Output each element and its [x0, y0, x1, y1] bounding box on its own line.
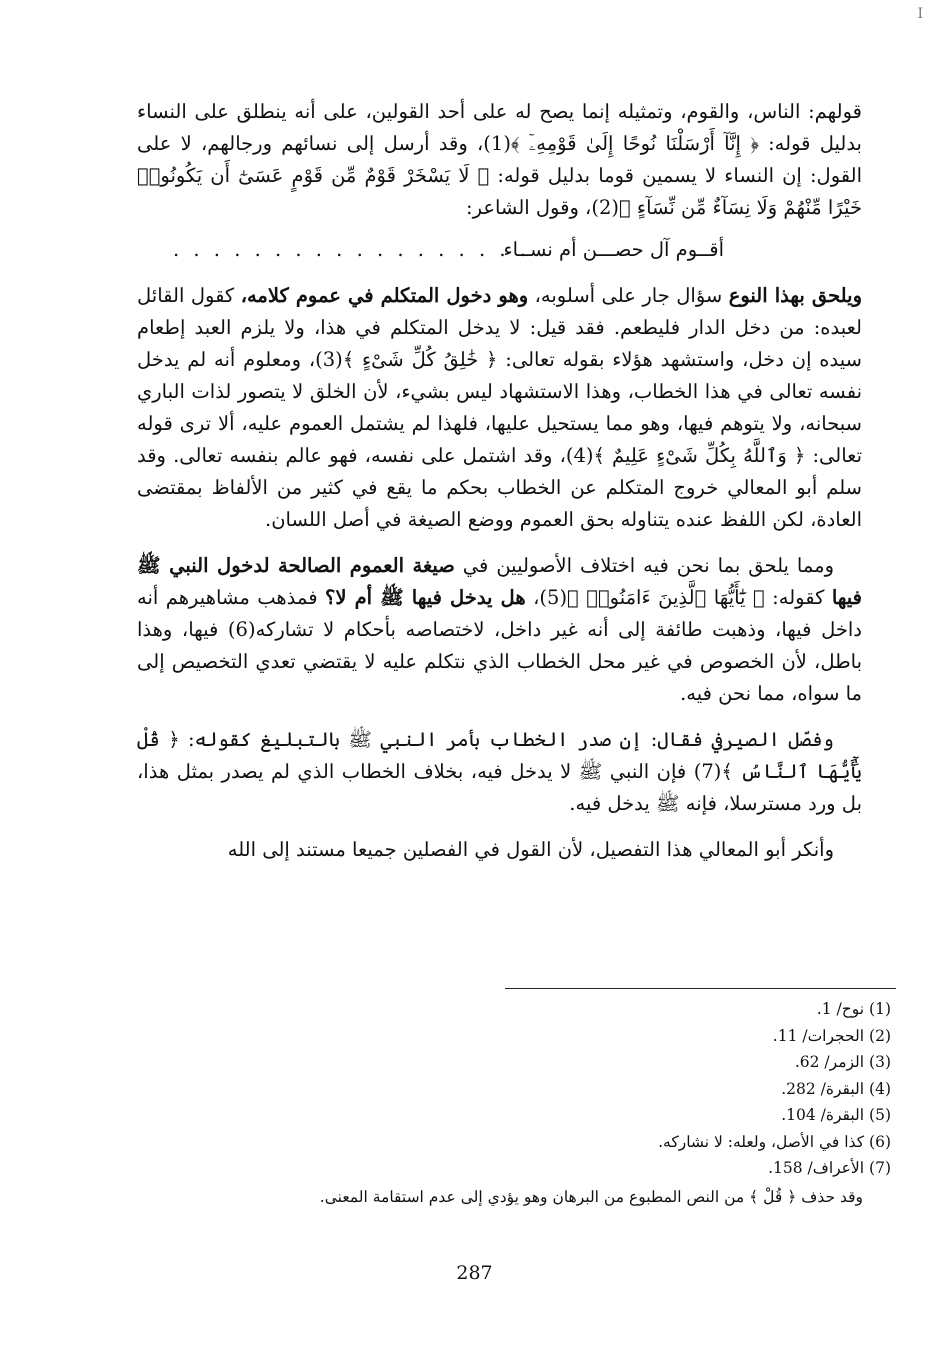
page-number: 287	[456, 1262, 493, 1284]
footnote-2: (2) الحجرات/ 11.	[772, 1026, 891, 1045]
paragraph-2-mid: سؤال جار على أسلوبه،	[528, 284, 729, 307]
footnote-7: (7) الأعراف/ 158.	[768, 1159, 891, 1177]
paragraph-2-body: كقول القائل لعبده: من دخل الدار فليطعم. فقد قيل: لا يدخل المتكلم في هذا، ولا يلزم العبد إطعام سيده إن دخل، واستشهد هؤلاء بقوله تعالى: ﴿ خَٰلِقُ كُلِّ شَىْءٍ ﴾(3)، ومعلوم أنه لم يدخل نفسه تعالى في هذا الخطاب، وهذا الاستشهاد ليس بشيء، لأن الخلق لا يتصور لذات الباري سبحانه، ولا يتوهم فيها، وهو مما يستحيل عليها، فلهذا لم يشتمل العموم عليه، ألا ترى قوله تعالى: ﴿ وَٱللَّهُ بِكُلِّ شَىْءٍ عَلِيمٌ ﴾(4)، وقد اشتمل على نفسه، فهو عالم بنفسه تعالى. وقد سلم أبو المعالي خروج المتكلم عن الخطاب بحكم ما يقع في كثير من الألفاظ بمقتضى العادة، لكن اللفظ عنده يتناوله بحق العموم ووضع الصيغة في أصل اللسان.	[137, 284, 863, 531]
footnote-4: (4) البقرة/ 282.	[781, 1079, 891, 1098]
paragraph-5: وأنكر أبو المعالي هذا التفصيل، لأن القول في الفصلين جميعا مستند إلى الله	[227, 838, 834, 861]
paragraph-2	[137, 280, 862, 536]
paragraph-4: وفصّل الصيرفي فقال: إن صدر الخطاب بأمر النبي ﷺ بالتبليغ كقوله: ﴿ قُلْ يَٰٓأَيُّهَا ٱلنَّاسُ ﴾(7) فإن النبي ﷺ لا يدخل فيه، بخلاف الخطاب الذي لم يصدر بمثل هذا، بل ورد مسترسلا، فإنه ﷺ يدخل فيه.	[137, 728, 862, 815]
footnotes	[271, 996, 891, 1210]
paragraph-3-topic: صيغة العموم الصالحة لدخول النبي ﷺ فيها	[137, 554, 862, 609]
verse-hemistich-left: . . . . . . . . . . . . . . . . . .	[173, 238, 530, 261]
footnote-1: (1) نوح/ 1.	[816, 1000, 891, 1018]
paragraph-3	[137, 550, 862, 710]
paragraph-3-lead: ومما يلحق بما نحن فيه اختلاف الأصوليين في	[454, 554, 834, 577]
paragraph-3-question: هل يدخل فيها ﷺ أم لا؟	[325, 586, 526, 609]
paragraph-3-body: فمذهب مشاهيرهم أنه داخل فيها، وذهبت طائفة إلى أنه غير داخل، لاختصاصه بأحكام لا تشاركه(6) فيها، وهذا باطل، لأن الخصوص في غير محل الخطاب الذي نتكلم عليه لا يقتضي تعدي التخصيص إلى ما سواه، مما نحن فيه.	[137, 586, 862, 705]
footnote-3: (3) الزمر/ 62.	[794, 1053, 891, 1071]
poetry-verse	[137, 232, 862, 268]
main-text	[137, 96, 862, 866]
footnote-5: (5) البقرة/ 104.	[781, 1106, 891, 1124]
footnote-separator	[505, 988, 896, 989]
paragraph-2-topic: وهو دخول المتكلم في عموم كلامه،	[240, 284, 529, 307]
paragraph-1: قولهم: الناس، والقوم، وتمثيله إنما يصح له على أحد القولين، على أنه ينطلق على النساء بدليل قوله: ﴿ إِنَّآ أَرْسَلْنَا نُوحًا إِلَىٰ قَوْمِهِۦٓ ﴾(1)، وقد أرسل إلى نسائهم ورجالهم، لا على القول: إن النساء لا يسمين قوما بدليل قوله: ﴿ لَا يَسْخَرْ قَوْمٌ مِّن قَوْمٍ عَسَىٰٓ أَن يَكُونُوا۟ خَيْرًا مِّنْهُمْ وَلَا نِسَآءٌ مِّن نِّسَآءٍ ﴾(2)، وقول الشاعر:	[137, 100, 862, 219]
paragraph-3-mid: كقوله: ﴿ يَٰٓأَيُّهَا ٱلَّذِينَ ءَامَنُوا۟ ﴾(5)،	[525, 586, 832, 609]
footnote-7-note: وقد حذف ﴿ قُلْ ﴾ من النص المطبوع من البرهان وهو يؤدي إلى عدم استقامة المعنى.	[319, 1187, 863, 1206]
verse-hemistich-right: أقــوم آل حصـــن أم نســاء	[503, 238, 724, 261]
corner-mark: I	[917, 6, 923, 22]
paragraph-2-lead: ويلحق بهذا النوع	[728, 284, 862, 307]
footnote-6: (6) كذا في الأصل، ولعله: لا نشاركه.	[658, 1132, 891, 1151]
